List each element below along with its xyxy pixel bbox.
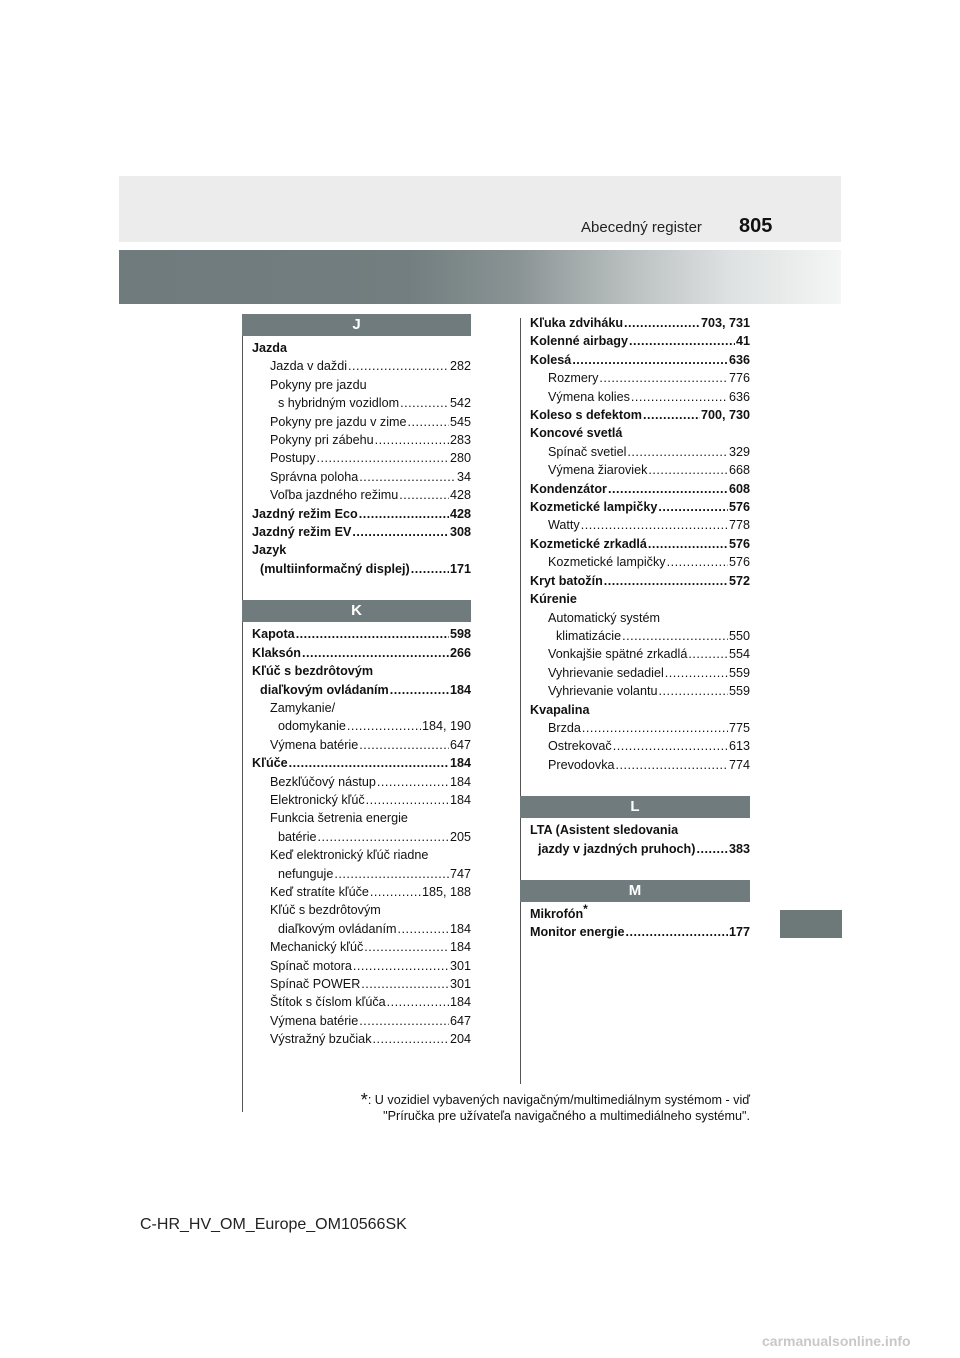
- index-entry: [520, 406, 750, 424]
- index-entry-term: Voľba jazdného režimu: [270, 488, 399, 503]
- index-entry-term: Kryt batožín: [530, 573, 603, 588]
- index-entry-term: Monitor energie: [530, 925, 625, 940]
- index-entry-term: Kľúč s bezdrôtovým: [252, 664, 374, 679]
- dot-leader: [390, 681, 449, 699]
- index-entry-page: 184: [449, 774, 471, 789]
- index-entry-term: Kondenzátor: [530, 481, 607, 496]
- dot-leader: [582, 719, 728, 737]
- index-entry-page: 171: [449, 561, 471, 576]
- index-entry-term: Rozmery: [548, 371, 599, 386]
- index-entry-page: 185, 188: [421, 884, 471, 899]
- index-entry-term: Spínač svetiel: [548, 444, 627, 459]
- dot-leader: [399, 486, 449, 504]
- index-entry-page: 428: [449, 488, 471, 503]
- index-entry: [242, 957, 471, 975]
- dot-leader: [302, 644, 449, 662]
- index-entry-term: Vyhrievanie sedadiel: [548, 665, 664, 680]
- index-entry-page: 576: [728, 555, 750, 570]
- index-entry-term: Kozmetické lampičky: [530, 500, 658, 515]
- index-entry: [242, 560, 471, 578]
- index-entry: [242, 828, 471, 846]
- left-index-column: [242, 314, 471, 1049]
- index-letter-header: K: [242, 600, 471, 622]
- index-entry-term: Jazda: [252, 341, 288, 355]
- index-entry-page: 428: [449, 506, 471, 521]
- index-entry-term: Jazdný režim EV: [252, 525, 352, 540]
- index-entry-term: diaľkovým ovládaním: [278, 921, 397, 936]
- index-entry: [242, 1030, 471, 1048]
- index-entry: [520, 645, 750, 663]
- index-entry-term: Kľúč s bezdrôtovým: [270, 903, 381, 918]
- index-entry-page: 184: [449, 995, 471, 1010]
- index-entry-page: 576: [728, 500, 750, 515]
- index-entry-page: 280: [449, 451, 471, 466]
- dot-leader: [296, 625, 449, 643]
- header-band: [119, 176, 841, 242]
- index-entry: [520, 369, 750, 387]
- index-entry: [242, 699, 471, 717]
- index-entry: [520, 737, 750, 755]
- index-entry-term: Mechanický kľúč: [270, 940, 364, 955]
- index-entry: [242, 468, 471, 486]
- index-entry-page: 774: [728, 757, 750, 772]
- index-entry-page: 177: [728, 925, 750, 940]
- index-entry-term: Elektronický kľúč: [270, 792, 365, 807]
- index-entry: [520, 461, 750, 479]
- index-entry-page: 282: [449, 359, 471, 374]
- index-letter-header: J: [242, 314, 471, 336]
- index-entry-page: 184: [449, 756, 471, 771]
- index-entry: [242, 644, 471, 662]
- dot-leader: [625, 923, 728, 941]
- index-entry-term: Pokyny pri zábehu: [270, 433, 374, 448]
- index-entry-term: Výmena žiaroviek: [548, 463, 648, 478]
- index-entry: [242, 625, 471, 643]
- index-entry: [242, 883, 471, 901]
- index-entry-term: batérie: [278, 829, 317, 844]
- dot-leader: [317, 449, 449, 467]
- header-gradient-bar: [119, 250, 841, 304]
- dot-leader: [572, 351, 728, 369]
- index-entry-term: (multiinformačný displej): [260, 561, 410, 576]
- index-entry-term: Spínač motora: [270, 958, 352, 973]
- index-entry-term: nefunguje: [278, 866, 334, 881]
- index-entry: [242, 717, 471, 735]
- index-entry-page: 703, 731: [700, 316, 750, 330]
- index-entry-term: Kapota: [252, 627, 295, 642]
- index-entry-term: Vyhrievanie volantu: [548, 684, 658, 699]
- index-entry: [520, 609, 750, 627]
- dot-leader: [643, 406, 700, 424]
- index-entry: [520, 701, 750, 719]
- index-entry-page: 184: [449, 682, 471, 697]
- dot-leader: [353, 957, 449, 975]
- dot-leader: [347, 717, 421, 735]
- index-entry: [520, 719, 750, 737]
- index-entry: [242, 773, 471, 791]
- dot-leader: [366, 791, 449, 809]
- index-entry-term: Pokyny pre jazdu v zime: [270, 414, 407, 429]
- index-entry-page: 559: [728, 665, 750, 680]
- dot-leader: [359, 736, 449, 754]
- index-entry-term: Brzda: [548, 720, 581, 735]
- footnote-line-1: : U vozidiel vybavených navigačným/multimediálnym systémom - viď: [367, 1093, 750, 1107]
- index-entry: [242, 809, 471, 827]
- index-entry-term: Koncové svetlá: [530, 426, 623, 441]
- dot-leader: [359, 505, 449, 523]
- dot-leader: [411, 560, 449, 578]
- index-entry: [520, 498, 750, 516]
- dot-leader: [352, 523, 449, 541]
- index-entry-page: 775: [728, 720, 750, 735]
- index-entry-term: Kľuka zdviháku: [530, 316, 624, 330]
- index-letter-header: M: [520, 880, 750, 902]
- dot-leader: [318, 828, 449, 846]
- right-index-column: [520, 314, 750, 942]
- index-entry: [520, 901, 750, 923]
- index-entry-page: 329: [728, 444, 750, 459]
- index-entry-term: jazdy v jazdných pruhoch): [538, 841, 696, 856]
- dot-leader: [613, 737, 728, 755]
- dot-leader: [622, 627, 728, 645]
- index-entry-page: 647: [449, 1013, 471, 1028]
- index-entry: [242, 394, 471, 412]
- index-entry: [520, 590, 750, 608]
- index-entry-term: klimatizácie: [556, 628, 622, 643]
- index-entry-term: odomykanie: [278, 719, 346, 734]
- index-entry: [520, 840, 750, 858]
- dot-leader: [397, 920, 449, 938]
- chapter-thumb-tab: [780, 910, 842, 938]
- index-entry: [520, 923, 750, 941]
- index-entry-term: s hybridným vozidlom: [278, 396, 400, 411]
- index-entry-page: 778: [728, 518, 750, 533]
- dot-leader: [599, 369, 728, 387]
- index-entry-term: Keď stratíte kľúče: [270, 884, 369, 899]
- dot-leader: [665, 664, 728, 682]
- index-entry-term: Výmena batérie: [270, 737, 359, 752]
- index-entry-term: Kolesá: [530, 352, 572, 367]
- index-entry: [242, 920, 471, 938]
- index-entry-page: 542: [449, 396, 471, 411]
- dot-leader: [648, 461, 728, 479]
- document-code: C-HR_HV_OM_Europe_OM10566SK: [140, 1216, 407, 1233]
- dot-leader: [400, 394, 449, 412]
- index-entry: [242, 523, 471, 541]
- index-entry-page: 554: [728, 647, 750, 662]
- index-entry-term: Spínač POWER: [270, 977, 361, 991]
- index-entry: [242, 681, 471, 699]
- index-entry: [520, 553, 750, 571]
- dot-leader: [629, 332, 735, 350]
- index-entry-page: 184: [449, 792, 471, 807]
- index-entry-term: Kúrenie: [530, 592, 577, 607]
- index-entry: [520, 572, 750, 590]
- index-entry: [242, 431, 471, 449]
- index-entry-term: Klaksón: [252, 645, 301, 660]
- watermark[interactable]: carmanualsonline.info: [762, 1333, 911, 1349]
- index-entry: [242, 993, 471, 1011]
- index-entry-term: Mikrofón: [530, 906, 584, 921]
- dot-leader: [604, 572, 728, 590]
- index-entry: [520, 682, 750, 700]
- index-entry: [242, 1012, 471, 1030]
- dot-leader: [359, 468, 456, 486]
- index-entry: [242, 865, 471, 883]
- dot-leader: [696, 840, 728, 858]
- footnote: [320, 1092, 750, 1124]
- footnote-line-2: "Príručka pre užívateľa navigačného a multimediálneho systému".: [383, 1109, 750, 1123]
- index-entry: [242, 938, 471, 956]
- index-entry: [242, 754, 471, 772]
- dot-leader: [616, 756, 728, 774]
- index-entry-page: 572: [728, 573, 750, 588]
- index-entry-term: Prevodovka: [548, 757, 615, 772]
- dot-leader: [581, 516, 728, 534]
- index-entry-term: Bezkľúčový nástup: [270, 774, 376, 789]
- index-entry-page: 668: [728, 463, 750, 478]
- index-entry: [520, 388, 750, 406]
- dot-leader: [334, 865, 449, 883]
- dot-leader: [408, 413, 449, 431]
- index-entry-page: 301: [449, 958, 471, 973]
- index-entry: [242, 357, 471, 375]
- index-entry-page: 34: [456, 469, 471, 484]
- index-entry-page: 205: [449, 829, 471, 844]
- index-entry: [520, 443, 750, 461]
- section-title: Abecedný register: [581, 219, 702, 236]
- dot-leader: [348, 357, 449, 375]
- index-entry-term: Výmena batérie: [270, 1013, 359, 1028]
- index-entry-page: 266: [449, 645, 471, 660]
- dot-leader: [377, 773, 449, 791]
- dot-leader: [370, 883, 421, 901]
- index-entry: [242, 486, 471, 504]
- index-entry-term: Funkcia šetrenia energie: [270, 811, 408, 826]
- index-entry: [242, 791, 471, 809]
- dot-leader: [658, 682, 728, 700]
- index-entry: [520, 424, 750, 442]
- index-entry: [520, 756, 750, 774]
- index-entry: [520, 664, 750, 682]
- dot-leader: [624, 314, 700, 332]
- index-entry-page: 598: [449, 627, 471, 642]
- dot-leader: [688, 645, 728, 663]
- index-entry-term: Postupy: [270, 451, 316, 466]
- index-entry: [520, 314, 750, 332]
- index-entry-page: 559: [728, 684, 750, 699]
- index-entry: [242, 901, 471, 919]
- index-entry: [242, 541, 471, 559]
- dot-leader: [631, 388, 728, 406]
- index-entry-term: Zamykanie/: [270, 700, 336, 715]
- index-entry-page: 545: [449, 414, 471, 429]
- index-entry: [242, 736, 471, 754]
- index-entry-term: Kozmetické lampičky: [548, 555, 666, 570]
- index-entry-term: Výmena kolies: [548, 389, 630, 404]
- index-entry: [520, 351, 750, 369]
- index-entry-page: 776: [728, 371, 750, 386]
- index-entry-term: Jazda v daždi: [270, 359, 348, 374]
- index-entry: [520, 480, 750, 498]
- dot-leader: [364, 938, 449, 956]
- index-entry-page: 576: [728, 536, 750, 551]
- index-entry: [242, 339, 471, 357]
- index-entry-term: Jazdný režim Eco: [252, 506, 358, 521]
- dot-leader: [375, 431, 449, 449]
- index-entry: [520, 516, 750, 534]
- dot-leader: [608, 480, 728, 498]
- index-entry-page: 636: [728, 352, 750, 367]
- index-entry-term: Koleso s defektom: [530, 408, 642, 423]
- index-entry-term: Štítok s číslom kľúča: [270, 995, 386, 1010]
- index-entry: [242, 662, 471, 680]
- index-entry-term: LTA (Asistent sledovania: [530, 823, 679, 838]
- index-entry-page: 308: [449, 525, 471, 540]
- index-entry-page: 550: [728, 628, 750, 643]
- footnote-star-mark: *: [360, 1090, 368, 1110]
- index-entry-page: 613: [728, 739, 750, 754]
- index-entry-term: Kozmetické zrkadlá: [530, 536, 647, 551]
- page-number: 805: [739, 215, 773, 237]
- index-entry-term: Ostrekovač: [548, 739, 612, 754]
- dot-leader: [627, 443, 728, 461]
- index-entry-term: Kolenné airbagy: [530, 334, 628, 349]
- index-entry: [242, 505, 471, 523]
- footnote-reference-mark: *: [583, 901, 588, 916]
- index-entry-page: 700, 730: [700, 408, 750, 423]
- index-entry-page: 204: [449, 1032, 471, 1047]
- index-entry-term: Výstražný bzučiak: [270, 1032, 372, 1047]
- index-entry: [520, 821, 750, 839]
- dot-leader: [373, 1030, 449, 1048]
- index-letter-header: L: [520, 796, 750, 818]
- index-entry: [520, 332, 750, 350]
- index-entry-term: Keď elektronický kľúč riadne: [270, 848, 429, 863]
- index-entry-page: 636: [728, 389, 750, 404]
- index-entry-term: Automatický systém: [548, 610, 660, 625]
- index-entry: [242, 975, 471, 993]
- index-entry: [242, 413, 471, 431]
- dot-leader: [648, 535, 728, 553]
- index-entry-page: 41: [735, 334, 750, 349]
- index-entry: [520, 627, 750, 645]
- index-entry-term: diaľkovým ovládaním: [260, 682, 389, 697]
- index-entry-term: Pokyny pre jazdu: [270, 377, 367, 392]
- dot-leader: [658, 498, 728, 516]
- index-entry-term: Vonkajšie spätné zrkadlá: [548, 647, 688, 662]
- index-entry: [242, 846, 471, 864]
- index-entry-term: Správna poloha: [270, 469, 359, 484]
- index-entry-page: 647: [449, 737, 471, 752]
- dot-leader: [289, 754, 449, 772]
- dot-leader: [387, 993, 449, 1011]
- index-entry-page: 383: [728, 841, 750, 856]
- index-entry: [242, 449, 471, 467]
- index-entry-term: Watty: [548, 518, 580, 533]
- dot-leader: [361, 975, 449, 993]
- index-entry-page: 184: [449, 921, 471, 936]
- index-entry-term: Kvapalina: [530, 702, 590, 717]
- index-entry-page: 184, 190: [421, 719, 471, 734]
- index-entry-page: 608: [728, 481, 750, 496]
- index-entry-page: 184: [449, 940, 471, 955]
- dot-leader: [667, 553, 728, 571]
- index-entry: [242, 376, 471, 394]
- index-entry: [520, 535, 750, 553]
- index-entry-page: 747: [449, 866, 471, 881]
- index-entry-page: 283: [449, 433, 471, 448]
- index-entry-term: Jazyk: [252, 543, 287, 558]
- dot-leader: [359, 1012, 449, 1030]
- index-entry-page: 301: [449, 977, 471, 991]
- index-entry-term: Kľúče: [252, 756, 288, 771]
